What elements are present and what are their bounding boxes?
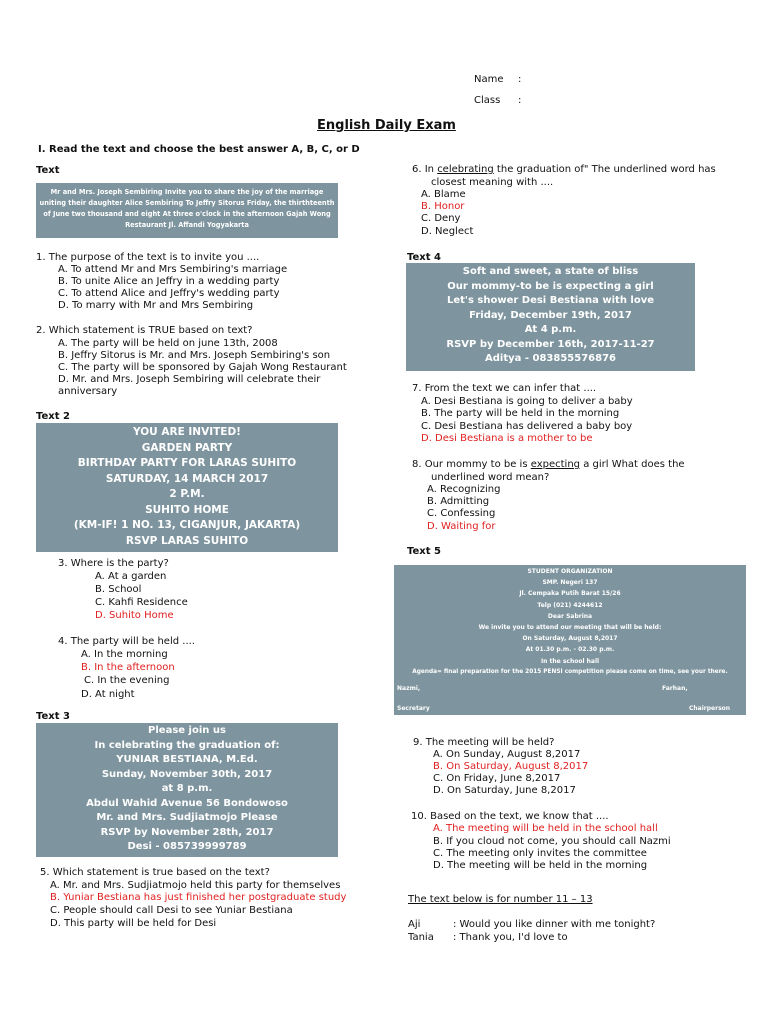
q3-option-b[interactable]: B. School <box>95 584 142 595</box>
text3-box <box>36 723 338 857</box>
dialog-heading: The text below is for number 11 – 13 <box>408 894 593 905</box>
q3-option-a[interactable]: A. At a garden <box>95 571 167 582</box>
q9-option-b[interactable]: B. On Saturday, August 8,2017 <box>433 761 589 772</box>
text3-line: RSVP by November 28th, 2017 <box>100 826 274 838</box>
q1-option-a[interactable]: A. To attend Mr and Mrs Sembiring's marriage <box>58 264 288 275</box>
text5-line: Agenda= final preparation for the 2015 PENSI competition please come on time, see your there. <box>412 668 728 675</box>
q2-question: 2. Which statement is TRUE based on text? <box>36 325 253 336</box>
text5-line: We invite you to attend our meeting that will be held: <box>478 624 662 632</box>
q6-option-b[interactable]: B. Honor <box>421 201 465 212</box>
instruction: I. Read the text and choose the best answer A, B, C, or D <box>38 144 360 155</box>
text5-line: At 01.30 p.m. - 02.30 p.m. <box>525 646 615 654</box>
text2-line: RSVP LARAS SUHITO <box>125 534 249 547</box>
q10-option-c[interactable]: C. The meeting only invites the committee <box>433 848 647 859</box>
dialog-line-aji: : Would you like dinner with me tonight? <box>453 919 656 930</box>
q6-option-a[interactable]: A. Blame <box>421 189 466 200</box>
q5-question: 5. Which statement is true based on the text? <box>40 867 270 878</box>
q9-option-a[interactable]: A. On Sunday, August 8,2017 <box>433 749 581 760</box>
q5-option-d[interactable]: D. This party will be held for Desi <box>50 918 217 929</box>
dialog-speaker-aji: Aji <box>408 919 421 930</box>
q1-question: 1. The purpose of the text is to invite you .... <box>36 252 260 263</box>
text3-line: Abdul Wahid Avenue 56 Bondowoso <box>86 797 288 809</box>
text1-label: Text <box>36 165 60 176</box>
text5-role-left: Secretary <box>397 705 430 712</box>
q2-option-b[interactable]: B. Jeffry Sitorus is Mr. and Mrs. Joseph Sembiring's son <box>58 350 331 361</box>
text1-line: Mr and Mrs. Joseph Sembiring Invite you to share the joy of the marriage <box>50 188 324 196</box>
text1-line: Restaurant Jl. Affandi Yogyakarta <box>125 221 249 229</box>
q9-option-c[interactable]: C. On Friday, June 8,2017 <box>433 773 561 784</box>
q3-option-c[interactable]: C. Kahfi Residence <box>95 597 188 608</box>
q5-option-c[interactable]: C. People should call Desi to see Yuniar Bestiana <box>50 905 293 916</box>
q3-option-d[interactable]: D. Suhito Home <box>95 610 174 621</box>
text5-line: In the school hall <box>540 657 600 665</box>
q6-question <box>412 164 716 175</box>
q7-question: 7. From the text we can infer that .... <box>412 383 597 394</box>
text5-box <box>394 565 746 715</box>
text5-line: Telp (021) 4244612 <box>537 601 603 609</box>
name-label: Name <box>474 74 504 85</box>
class-label: Class <box>474 95 501 106</box>
text4-line: RSVP by December 16th, 2017-11-27 <box>446 338 655 350</box>
q8-underlined-word: expecting <box>530 459 581 470</box>
q8-question-prefix: 8. Our mommy to be is <box>412 459 531 470</box>
text1-line: uniting their daughter Alice Sembiring To Jeffry Sitorus Friday, the thirthteenth <box>39 199 335 207</box>
text5-sign-right: Farhan, <box>662 685 688 692</box>
text3-line: at 8 p.m. <box>161 783 213 794</box>
q1-option-b[interactable]: B. To unite Alice an Jeffry in a wedding party <box>58 276 280 287</box>
q8-question-suffix: a girl What does the <box>580 459 685 470</box>
q8-option-b[interactable]: B. Admitting <box>427 496 490 507</box>
text3-line: Please join us <box>148 725 226 736</box>
text2-line: SATURDAY, 14 MARCH 2017 <box>105 472 269 485</box>
text3-label: Text 3 <box>36 711 70 722</box>
text2-label: Text 2 <box>36 411 70 422</box>
text4-label: Text 4 <box>407 252 441 263</box>
text3-line: Sunday, November 30th, 2017 <box>101 768 273 780</box>
q2-option-d-cont: anniversary <box>58 386 118 397</box>
page-title: English Daily Exam <box>317 118 456 133</box>
class-colon: : <box>518 95 522 106</box>
q6-question-line2: closest meaning with .... <box>431 177 554 188</box>
text5-role-right: Chairperson <box>689 705 731 712</box>
q10-option-a[interactable]: A. The meeting will be held in the school hall <box>433 823 658 834</box>
text2-line: SUHITO HOME <box>145 503 229 516</box>
text3-line: Desi - 085739999789 <box>127 841 247 852</box>
q1-option-c[interactable]: C. To attend Alice and Jeffry's wedding party <box>58 288 280 299</box>
q10-option-d[interactable]: D. The meeting will be held in the morning <box>433 860 648 871</box>
q6-option-c[interactable]: C. Deny <box>421 213 461 224</box>
text1-box <box>36 183 338 238</box>
text5-label: Text 5 <box>407 546 441 557</box>
q6-question-prefix: 6. In <box>412 164 438 175</box>
text3-line: In celebrating the graduation of: <box>94 739 280 751</box>
name-colon: : <box>518 74 522 85</box>
q5-option-b[interactable]: B. Yuniar Bestiana has just finished her postgraduate study <box>50 892 347 903</box>
text4-line: At 4 p.m. <box>524 324 577 335</box>
q4-option-d[interactable]: D. At night <box>81 689 135 700</box>
q7-option-c[interactable]: C. Desi Bestiana has delivered a baby boy <box>421 421 633 432</box>
q9-question: 9. The meeting will be held? <box>413 737 555 748</box>
q4-option-b[interactable]: B. In the afternoon <box>81 662 175 673</box>
text1-line: of June two thousand and eight At three o'clock in the afternoon Gajah Wong <box>43 210 331 218</box>
text5-line: Dear Sabrina <box>547 612 593 620</box>
text5-line: Jl. Cempaka Putih Barat 15/26 <box>519 590 621 598</box>
q4-option-a[interactable]: A. In the morning <box>81 649 168 660</box>
text2-line: GARDEN PARTY <box>141 441 233 454</box>
q9-option-d[interactable]: D. On Saturday, June 8,2017 <box>433 785 576 796</box>
text2-line: (KM-IF! 1 NO. 13, CIGANJUR, JAKARTA) <box>73 519 301 531</box>
text4-line: Aditya - 083855576876 <box>485 353 616 364</box>
text4-line: Friday, December 19th, 2017 <box>469 309 632 321</box>
text5-line: STUDENT ORGANIZATION <box>527 568 613 575</box>
text5-sign-left: Nazmi, <box>397 685 421 692</box>
q8-option-d[interactable]: D. Waiting for <box>427 521 496 532</box>
q6-option-d[interactable]: D. Neglect <box>421 226 474 237</box>
q7-option-b[interactable]: B. The party will be held in the morning <box>421 408 620 419</box>
text4-line: Soft and sweet, a state of bliss <box>462 266 639 277</box>
text2-line: BIRTHDAY PARTY FOR LARAS SUHITO <box>77 457 297 469</box>
q7-option-d[interactable]: D. Desi Bestiana is a mother to be <box>421 433 593 444</box>
q2-option-d[interactable]: D. Mr. and Mrs. Joseph Sembiring will celebrate their <box>58 374 321 385</box>
text2-box <box>36 423 338 552</box>
text4-line: Let's shower Desi Bestiana with love <box>446 295 655 306</box>
q8-option-c[interactable]: C. Confessing <box>427 508 496 519</box>
q2-option-c[interactable]: C. The party will be sponsored by Gajah Wong Restaurant <box>58 362 347 373</box>
text2-line: YOU ARE INVITED! <box>133 426 241 438</box>
q7-option-a[interactable]: A. Desi Bestiana is going to deliver a baby <box>421 396 633 407</box>
q4-question: 4. The party will be held .... <box>58 636 195 647</box>
dialog-line-tania: : Thank you, I'd love to <box>453 932 568 943</box>
dialog-speaker-tania: Tania <box>408 932 434 943</box>
text5-line: On Saturday, August 8,2017 <box>522 635 618 643</box>
q10-option-b[interactable]: B. If you cloud not come, you should call Nazmi <box>433 836 671 847</box>
q6-underlined-word: celebrating <box>437 164 494 175</box>
q1-option-d[interactable]: D. To marry with Mr and Mrs Sembiring <box>58 300 254 311</box>
text4-box <box>406 263 695 371</box>
q8-question <box>412 459 685 470</box>
q3-question: 3. Where is the party? <box>58 558 169 569</box>
text5-line: SMP. Negeri 137 <box>542 579 598 587</box>
q4-option-c[interactable]: C. In the evening <box>84 675 170 686</box>
q8-option-a[interactable]: A. Recognizing <box>427 484 501 495</box>
q8-question-line2: underlined word mean? <box>431 472 550 483</box>
q10-question: 10. Based on the text, we know that .... <box>411 811 609 822</box>
text3-line: Mr. and Mrs. Sudjiatmojo Please <box>96 812 278 823</box>
q2-option-a[interactable]: A. The party will be held on june 13th, 2008 <box>58 338 278 349</box>
q5-option-a[interactable]: A. Mr. and Mrs. Sudjiatmojo held this party for themselves <box>50 880 341 891</box>
text3-line: YUNIAR BESTIANA, M.Ed. <box>116 754 258 765</box>
text4-line: Our mommy-to be is expecting a girl <box>447 280 654 292</box>
q6-question-suffix: the graduation of" The underlined word has <box>493 164 716 175</box>
text2-line: 2 P.M. <box>169 488 205 500</box>
